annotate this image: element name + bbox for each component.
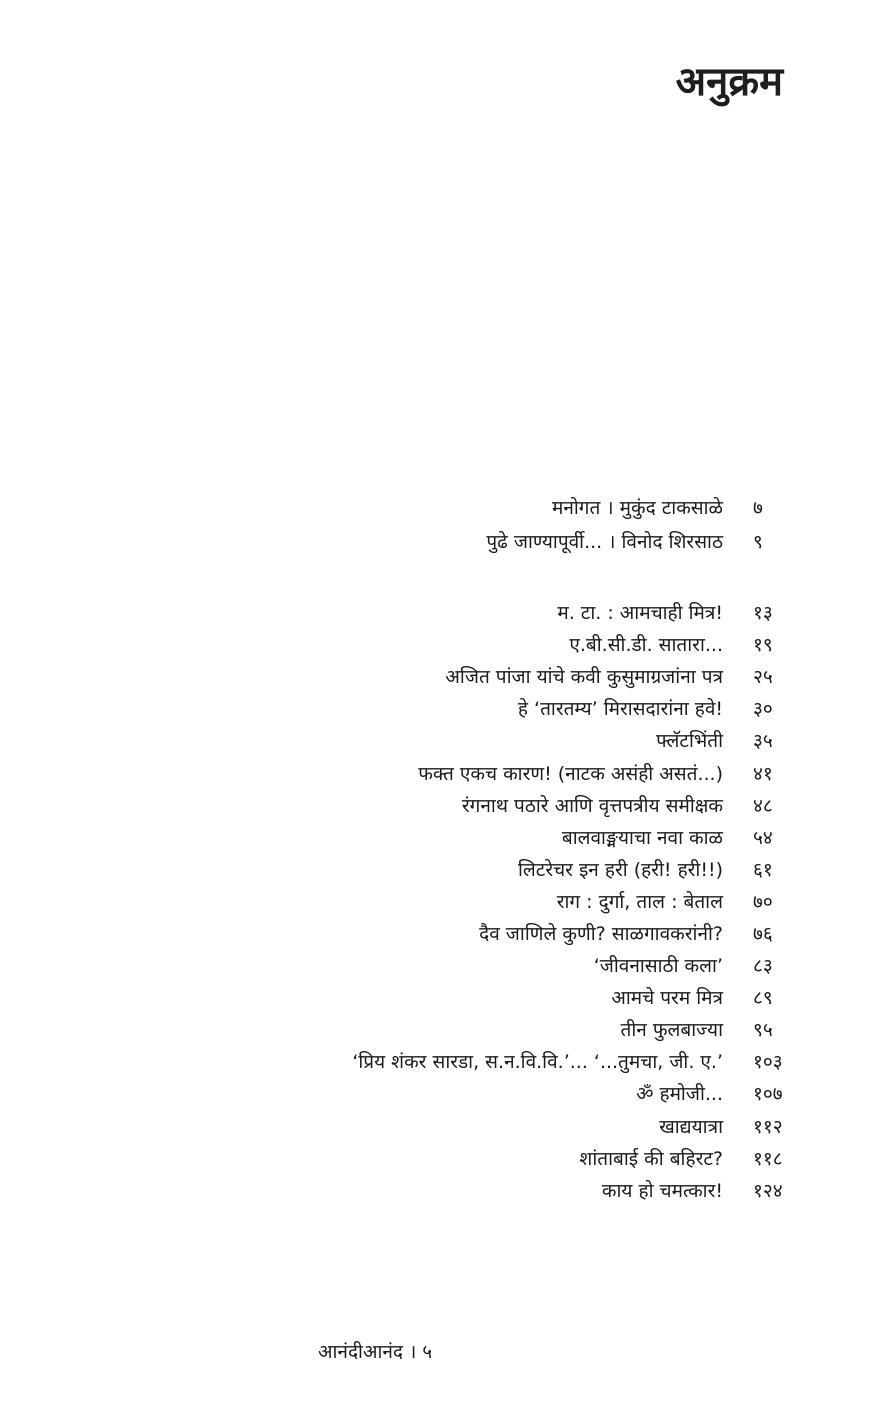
toc-entry-title: हे ‘तारतम्य’ मिरासदारांना हवे!: [517, 698, 723, 721]
toc-entry-page: २५: [753, 666, 773, 689]
toc-entry: [249, 596, 809, 628]
toc-entry-title: लिटरेचर इन हरी (हरी! हरी!!): [517, 858, 723, 881]
chapters-list: [249, 596, 809, 1206]
page-footer: आनंदीआनंद । ५: [318, 1341, 433, 1363]
toc-entry-title: ‘जीवनासाठी कला’: [593, 955, 723, 978]
page-heading: अनुक्रम: [675, 59, 783, 105]
toc-entry: [249, 628, 809, 660]
toc-entry-page: ३०: [753, 698, 773, 721]
toc-entry: [249, 853, 809, 885]
toc-entry: [249, 1110, 809, 1142]
toc-entry: [249, 1142, 809, 1174]
toc-entry-title: बालवाङ्मयाचा नवा काळ: [561, 826, 723, 849]
toc-entry-page: ११८: [753, 1147, 783, 1170]
prelims-list: [249, 490, 809, 558]
toc-entry: [249, 490, 809, 524]
toc-entry-page: १२४: [753, 1179, 783, 1202]
toc-entry: [249, 1174, 809, 1206]
toc-entry: [249, 1077, 809, 1109]
toc-entry: [249, 789, 809, 821]
toc-entry-page: १०७: [753, 1083, 783, 1106]
toc-entry: [249, 692, 809, 724]
toc-entry: [249, 756, 809, 788]
toc-entry: [249, 1013, 809, 1045]
toc-entry-page: ११२: [753, 1115, 783, 1138]
toc-entry-title: रंगनाथ पठारे आणि वृत्तपत्रीय समीक्षक: [461, 794, 723, 817]
toc-entry-page: ७०: [753, 890, 773, 913]
toc-entry: [249, 981, 809, 1013]
toc-entry-title: ॐ हमोजी...: [636, 1083, 723, 1106]
toc-entry-title: फक्त एकच कारण! (नाटक असंही असतं...): [418, 762, 723, 785]
toc-entry-page: ७: [753, 497, 763, 519]
toc-entry-title: दैव जाणिले कुणी? साळगावकरांनी?: [479, 922, 723, 945]
toc-entry-page: ९: [753, 531, 763, 553]
toc-entry-title: तीन फुलबाज्या: [620, 1019, 723, 1042]
toc-entry-page: ९५: [753, 1019, 773, 1042]
toc-entry-page: ४८: [753, 794, 773, 817]
toc-entry-page: ३५: [753, 730, 773, 753]
toc-entry-title: आमचे परम मित्र: [611, 987, 723, 1010]
toc-entry: [249, 949, 809, 981]
toc-entry-title: अजित पांजा यांचे कवी कुसुमाग्रजांना पत्र: [445, 666, 723, 689]
toc-entry-title: म. टा. : आमचाही मित्र!: [557, 602, 723, 625]
toc-entry-title: खाद्ययात्रा: [659, 1115, 723, 1138]
toc-entry-title: मनोगत । मुकुंद टाकसाळे: [551, 497, 723, 519]
toc-entry-page: १९: [753, 634, 773, 657]
toc-entry-page: ५४: [753, 826, 773, 849]
toc-entry: [249, 660, 809, 692]
toc-entry: [249, 1045, 809, 1077]
toc-entry-page: ६१: [753, 858, 773, 881]
toc-entry-title: ‘प्रिय शंकर सारडा, स.न.वि.वि.’... ‘...तुमचा, जी. ए.’: [352, 1051, 723, 1074]
toc-entry-page: ८३: [753, 955, 773, 978]
toc-entry: [249, 885, 809, 917]
toc-entry-page: १०३: [753, 1051, 783, 1074]
toc-entry: [249, 524, 809, 558]
toc-entry-page: ४१: [753, 762, 773, 785]
toc-entry-title: पुढे जाण्यापूर्वी... । विनोद शिरसाठ: [486, 531, 723, 553]
toc-entry-page: १३: [753, 602, 773, 625]
toc-entry: [249, 917, 809, 949]
toc-entry-title: ए.बी.सी.डी. सातारा...: [569, 634, 723, 657]
toc-entry: [249, 821, 809, 853]
toc-entry-page: ७६: [753, 922, 773, 945]
toc-entry-title: काय हो चमत्कार!: [601, 1179, 723, 1202]
toc-entry-title: फ्लॅटभिंती: [656, 730, 723, 753]
toc-entry-title: राग : दुर्गा, ताल : बेताल: [556, 890, 723, 913]
toc-entry-title: शांताबाई की बहिरट?: [579, 1147, 723, 1170]
toc-entry-page: ८९: [753, 987, 773, 1010]
toc-entry: [249, 724, 809, 756]
